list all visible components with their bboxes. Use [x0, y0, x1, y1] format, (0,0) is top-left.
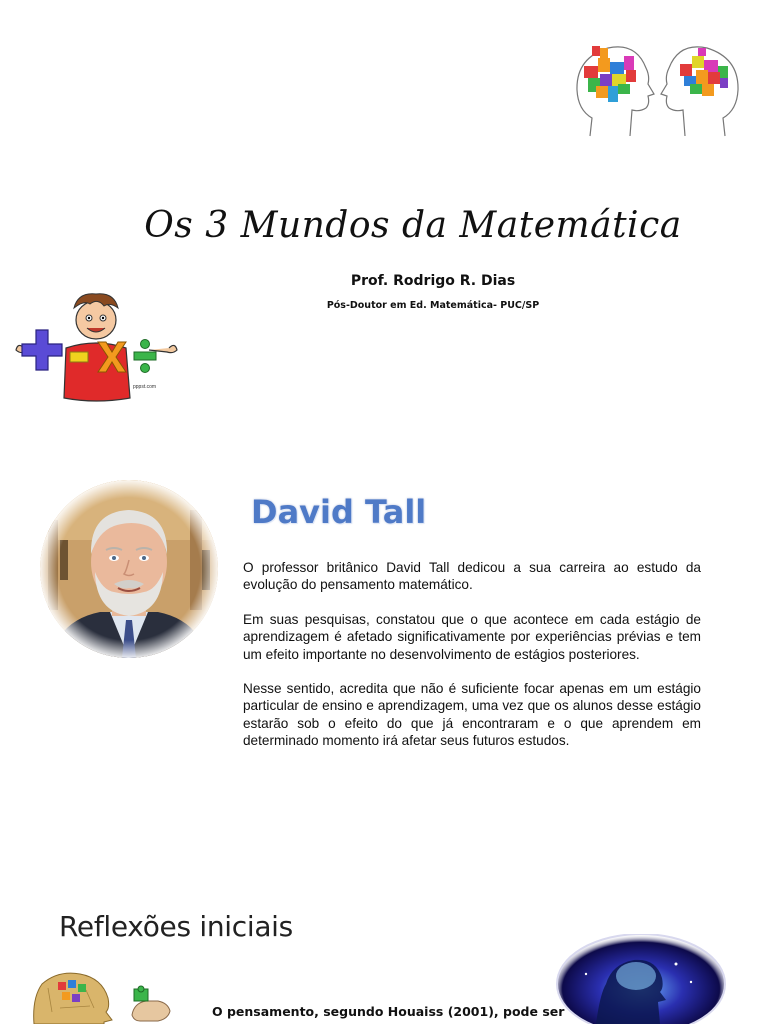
houaiss-quote: O pensamento, segundo Houaiss (2001), pode ser	[212, 1004, 565, 1019]
paragraph-1: O professor britânico David Tall dedicou a sua carreira ao estudo da evolução do pensamento matemático.	[243, 560, 701, 593]
author-name: Prof. Rodrigo R. Dias	[350, 273, 516, 289]
david-tall-heading: David Tall	[251, 493, 427, 531]
david-tall-description	[243, 559, 701, 767]
author-affiliation: Pós-Doutor em Ed. Matemática- PUC/SP	[326, 300, 540, 311]
puzzle-head-illustration	[28, 968, 118, 1024]
paragraph-3: Nesse sentido, acredita que não é suficiente focar apenas em um estágio particular de ensino e aprendizagem, uma vez que os alunos desse estágio estarão sob o efeito do que já encontraram e o que aprendem em determinado momento irá afetar seus futuros estudos.	[243, 681, 701, 749]
reflexoes-heading: Reflexões iniciais	[59, 910, 293, 943]
two-heads-puzzle-illustration	[570, 38, 745, 138]
presentation-title: Os 3 Mundos da Matemática	[144, 205, 682, 246]
glowing-brain-head-illustration	[556, 934, 726, 1024]
hand-holding-puzzle-piece-icon	[128, 985, 176, 1023]
paragraph-2: Em suas pesquisas, constatou que o que acontece em cada estágio de aprendizagem é afetado significativamente por experiências prévias e tem um efeito importante no desenvolvimento de estágios posteriores.	[243, 611, 701, 662]
david-tall-portrait	[40, 480, 218, 658]
clipart-credit: pppst.com	[133, 384, 157, 390]
